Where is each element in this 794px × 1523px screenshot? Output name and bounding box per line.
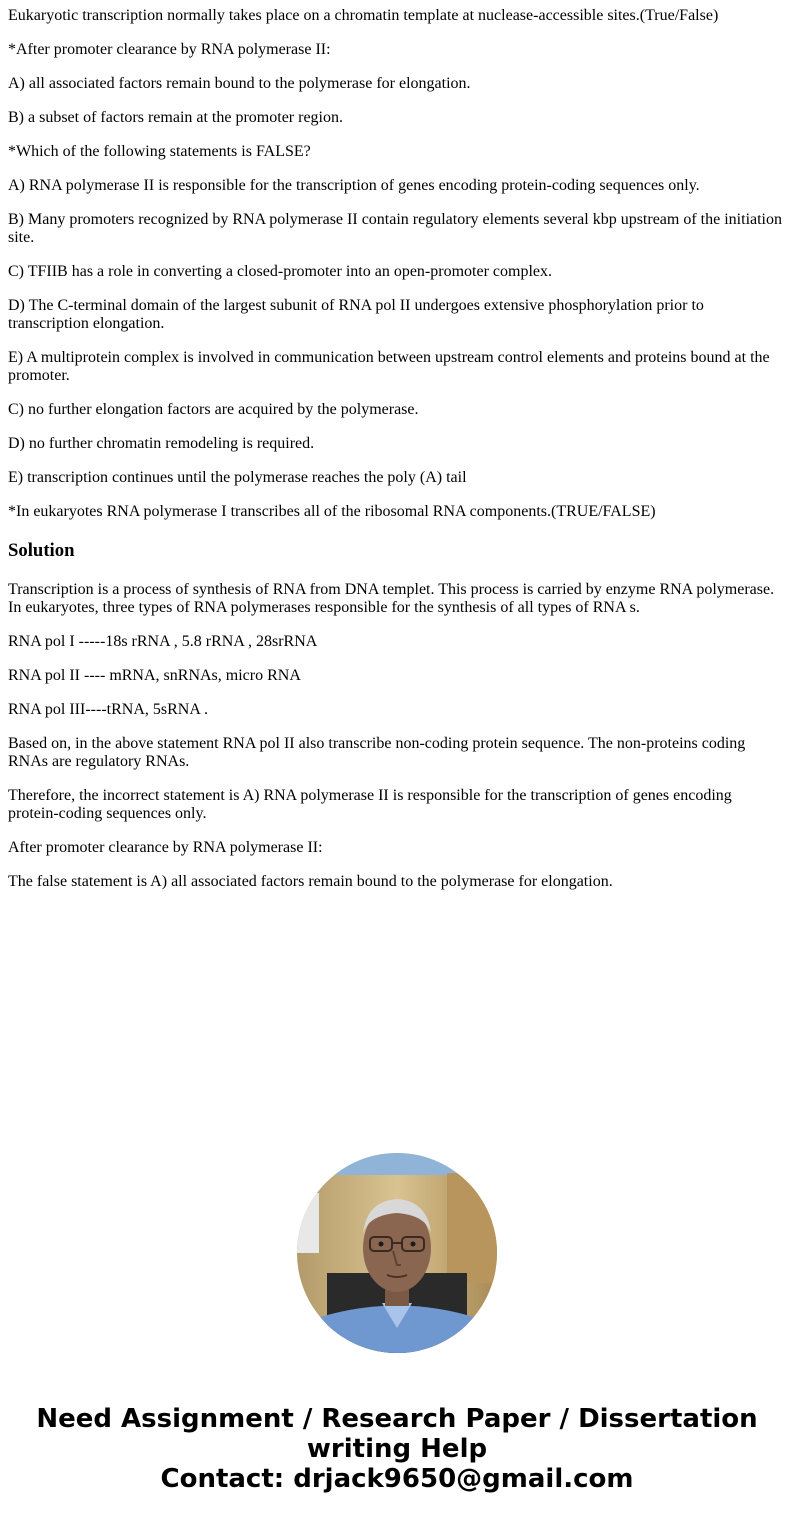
question-3-option-c: C) TFIIB has a role in converting a closed-promoter into an open-promoter complex. [8, 263, 552, 280]
solution-paragraph: The false statement is A) all associated factors remain bound to the polymerase for elongation. [8, 873, 613, 890]
solution-paragraph: RNA pol III----tRNA, 5sRNA . [8, 701, 208, 718]
question-3-option-d: D) The C-terminal domain of the largest subunit of RNA pol II undergoes extensive phosphorylation prior to transcription elongation. [8, 297, 704, 332]
promo-banner [0, 1404, 794, 1494]
question-3: *Which of the following statements is FALSE? [8, 143, 311, 160]
question-2-option-d: D) no further chromatin remodeling is required. [8, 435, 315, 452]
question-2-option-c: C) no further elongation factors are acquired by the polymerase. [8, 401, 419, 418]
promo-line: writing Help [306, 1434, 488, 1464]
question-2-option-b: B) a subset of factors remain at the promoter region. [8, 109, 343, 126]
author-avatar [297, 1153, 497, 1353]
question-3-option-a: A) RNA polymerase II is responsible for the transcription of genes encoding protein-coding sequences only. [8, 177, 700, 194]
question-3-option-e: E) A multiprotein complex is involved in communication between upstream control elements and proteins bound at the promoter. [8, 349, 770, 384]
solution-paragraph: RNA pol I -----18s rRNA , 5.8 rRNA , 28srRNA [8, 633, 318, 650]
question-1: Eukaryotic transcription normally takes place on a chromatin template at nuclease-accessible sites.(True/False) [8, 7, 719, 24]
solution-paragraph: Based on, in the above statement RNA pol II also transcribe non-coding protein sequence. The non-proteins coding RNAs are regulatory RNAs. [8, 735, 746, 770]
question-4: *In eukaryotes RNA polymerase I transcribes all of the ribosomal RNA components.(TRUE/FALSE) [8, 503, 656, 520]
solution-heading: Solution [8, 540, 75, 561]
solution-paragraph: Therefore, the incorrect statement is A) RNA polymerase II is responsible for the transcription of genes encoding protein-coding sequences only. [8, 787, 732, 822]
solution-paragraph: After promoter clearance by RNA polymerase II: [8, 839, 323, 856]
question-2: *After promoter clearance by RNA polymerase II: [8, 41, 331, 58]
author-portrait-image [297, 1153, 497, 1353]
question-2-option-a: A) all associated factors remain bound to the polymerase for elongation. [8, 75, 471, 92]
question-3-option-b: B) Many promoters recognized by RNA polymerase II contain regulatory elements several kbp upstream of the initiation site. [8, 211, 782, 246]
solution-paragraph: Transcription is a process of synthesis of RNA from DNA templet. This process is carried by enzyme RNA polymerase. In eukaryotes, three types of RNA polymerases responsible for the synthesis of all types of RNA s. [8, 581, 775, 616]
promo-contact: Contact: drjack9650@gmail.com [160, 1464, 634, 1494]
solution-paragraph: RNA pol II ---- mRNA, snRNAs, micro RNA [8, 667, 301, 684]
promo-line: Need Assignment / Research Paper / Dissertation [36, 1404, 758, 1434]
question-2-option-e: E) transcription continues until the polymerase reaches the poly (A) tail [8, 469, 467, 486]
